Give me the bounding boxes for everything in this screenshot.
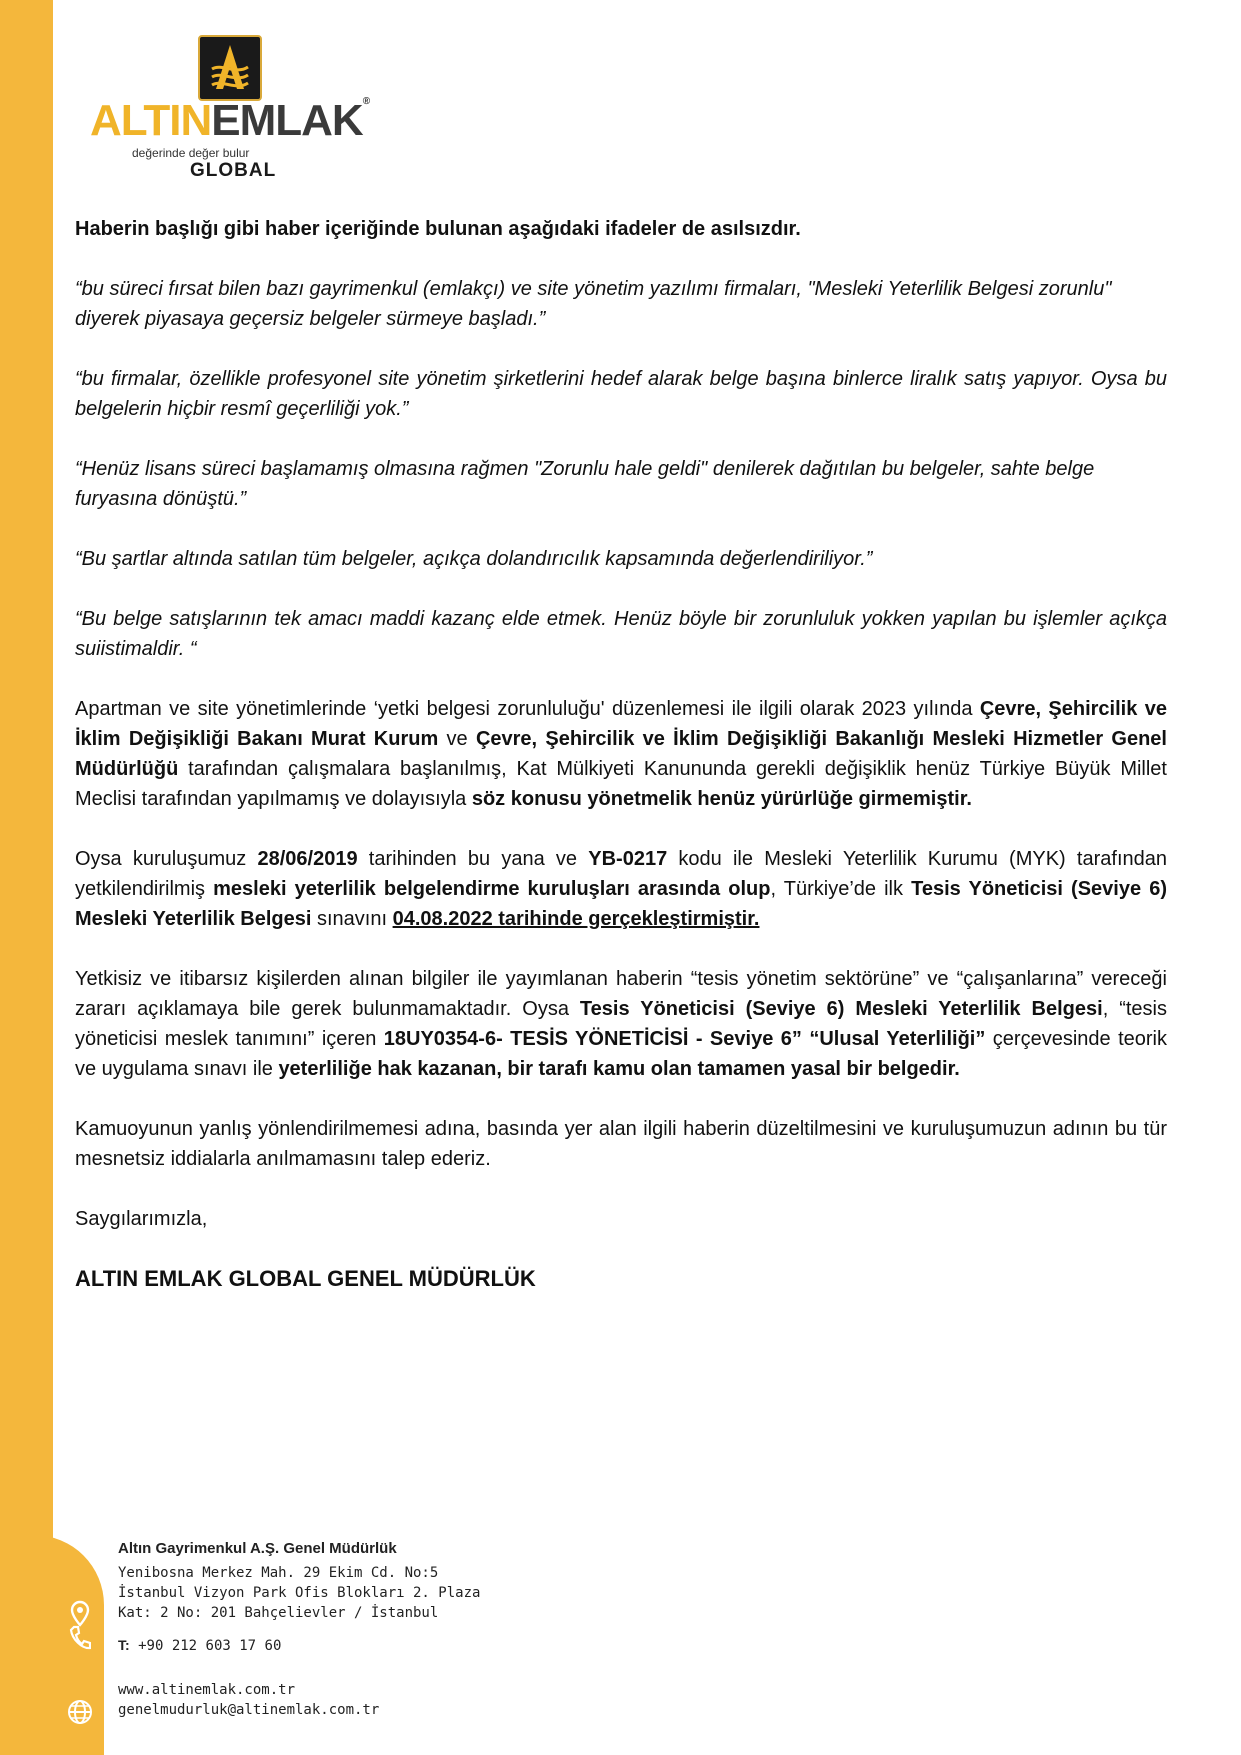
- quote-2: “bu firmalar, özellikle profesyonel site yönetim şirketlerini hedef alarak belge başına binlerce liralık satış yapıyor. Oysa bu belgelerin hiçbir resmî geçerliliği yok.”: [75, 368, 1167, 420]
- paragraph-certificate: Yetkisiz ve itibarsız kişilerden alınan bilgiler ile yayımlanan haberin “tesis yönetim sektörüne” ve “çalışanlarına” vereceği zararı açıklamaya bile gerek bulunmamaktadır. Oysa Tesis Yöneticisi (Seviye 6) Mesleki Yeterlilik Belgesi, “tesis yöneticisi meslek tanımını” içeren 18UY0354-6- TESİS YÖNETİCİSİ - Seviye 6” “Ulusal Yeterliliği” çerçevesinde teorik ve uygulama sınavı ile yeterliliğe hak kazanan, bir tarafı kamu olan tamamen yasal bir belgedir.: [75, 968, 1167, 1080]
- accent-sidebar: [0, 0, 53, 1755]
- logo-tagline: değerinde değer bulur: [132, 146, 250, 160]
- footer: [118, 1540, 618, 1720]
- letter-body: [75, 214, 1167, 1324]
- quote-4: “Bu şartlar altında satılan tüm belgeler, açıkça dolandırıcılık kapsamında değerlendiriliyor.”: [75, 548, 873, 570]
- footer-address-1: Yenibosna Merkez Mah. 29 Ekim Cd. No:5: [118, 1565, 439, 1581]
- paragraph-accreditation: Oysa kuruluşumuz 28/06/2019 tarihinden bu yana ve YB-0217 kodu ile Mesleki Yeterlilik Kurumu (MYK) tarafından yetkilendirilmiş mesleki yeterlilik belgelendirme kuruluşları arasında olup, Türkiye’de ilk Tesis Yöneticisi (Seviye 6) Mesleki Yeterlilik Belgesi sınavını 04.08.2022 tarihinde gerçekleştirmiştir.: [75, 848, 1167, 930]
- footer-phone: T: +90 212 603 17 60: [118, 1637, 282, 1654]
- paragraph-regulation: Apartman ve site yönetimlerinde ‘yetki belgesi zorunluluğu' düzenlemesi ile ilgili olarak 2023 yılında Çevre, Şehircilik ve İklim Değişikliği Bakanı Murat Kurum ve Çevre, Şehircilik ve İklim Değişikliği Bakanlığı Mesleki Hizmetler Genel Müdürlüğü tarafından çalışmalara başlanılmış, Kat Mülkiyeti Kanununda gerekli değişiklik henüz Türkiye Büyük Millet Meclisi tarafından yapılmamış ve dolayısıyla söz konusu yönetmelik henüz yürürlüğe girmemiştir.: [75, 698, 1167, 810]
- logo-mark: [198, 35, 262, 101]
- quote-1: “bu süreci fırsat bilen bazı gayrimenkul (emlakçı) ve site yönetim yazılımı firmaları, "Mesleki Yeterlilik Belgesi zorunlu" diyerek piyasaya geçersiz belgeler sürmeye başladı.”: [75, 278, 1112, 330]
- footer-address-3: Kat: 2 No: 201 Bahçelievler / İstanbul: [118, 1605, 439, 1621]
- phone-icon: [58, 1616, 102, 1660]
- globe-icon: [58, 1690, 102, 1734]
- footer-company: Altın Gayrimenkul A.Ş. Genel Müdürlük: [118, 1540, 397, 1557]
- logo-global: GLOBAL: [190, 160, 277, 181]
- closing: Saygılarımızla,: [75, 1208, 208, 1230]
- footer-email[interactable]: genelmudurluk@altinemlak.com.tr: [118, 1702, 380, 1718]
- quote-3: “Henüz lisans süreci başlamamış olmasına rağmen "Zorunlu hale geldi" denilerek dağıtılan bu belgeler, sahte belge furyasına dönüştü.”: [75, 458, 1095, 510]
- logo-wordmark: ALTINEMLAK®: [90, 96, 370, 145]
- letter-heading: Haberin başlığı gibi haber içeriğinde bulunan aşağıdaki ifadeler de asılsızdır.: [75, 218, 801, 240]
- quote-5: “Bu belge satışlarının tek amacı maddi kazanç elde etmek. Henüz böyle bir zorunluluk yokken yapılan bu işlemler açıkça suiistimaldir. “: [75, 608, 1167, 660]
- paragraph-request: Kamuoyunun yanlış yönlendirilmemesi adına, basında yer alan ilgili haberin düzeltilmesini ve kuruluşumuzun adının bu tür mesnetsiz iddialarla anılmamasını talep ederiz.: [75, 1118, 1167, 1170]
- footer-website[interactable]: www.altinemlak.com.tr: [118, 1682, 296, 1698]
- footer-address-2: İstanbul Vizyon Park Ofis Blokları 2. Plaza: [118, 1585, 481, 1601]
- company-logo: [90, 30, 390, 180]
- signature: ALTIN EMLAK GLOBAL GENEL MÜDÜRLÜK: [75, 1266, 536, 1291]
